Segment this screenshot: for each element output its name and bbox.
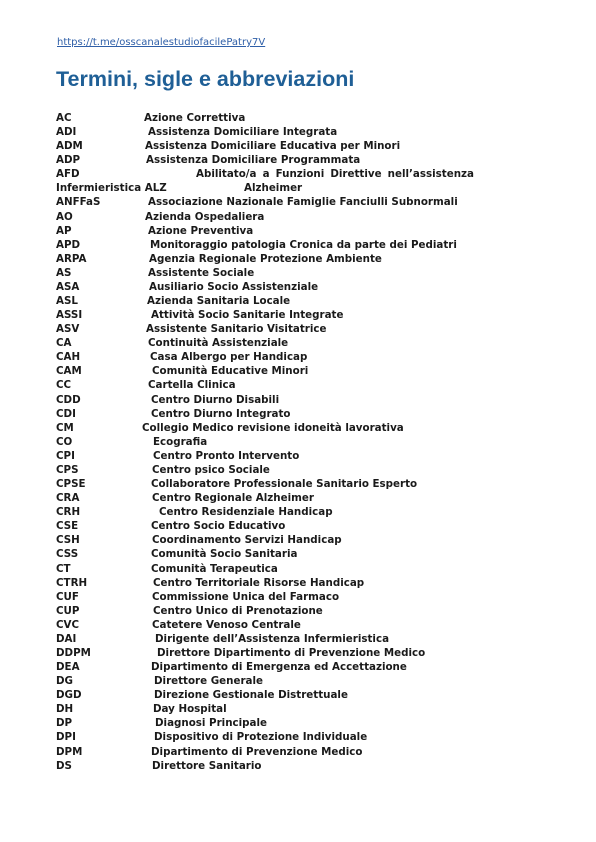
abbreviation-term: ADM (56, 140, 83, 153)
list-item (56, 505, 556, 519)
abbreviation-term: CAH (56, 351, 81, 364)
abbreviation-description: Centro Regionale Alzheimer (152, 492, 314, 505)
abbreviation-term: DEA (56, 661, 80, 674)
abbreviation-description: Collegio Medico revisione idoneità lavorativa (142, 421, 404, 434)
abbreviation-description: Azienda Ospedaliera (145, 210, 265, 223)
list-item (56, 350, 556, 364)
abbreviation-term: ASL (56, 295, 78, 308)
abbreviation-description: Commissione Unica del Farmaco (152, 590, 340, 603)
abbreviation-description: Continuità Assistenziale (148, 337, 289, 350)
list-item (56, 674, 556, 688)
list-item (56, 562, 556, 576)
abbreviation-description: Attività Socio Sanitarie Integrate (151, 309, 344, 322)
abbreviation-description: Coordinamento Servizi Handicap (152, 534, 342, 547)
abbreviation-term: ADP (56, 154, 81, 167)
abbreviation-description: Centro Socio Educativo (151, 520, 286, 533)
abbreviation-description: Cartella Clinica (148, 379, 236, 392)
list-item (56, 378, 556, 392)
abbreviation-term: ANFFaS (56, 196, 101, 209)
abbreviation-description: Centro Territoriale Risorse Handicap (153, 576, 365, 589)
list-item (56, 125, 556, 139)
abbreviation-term: ASA (56, 280, 80, 293)
list-item (56, 660, 556, 674)
page-title: Termini, sigle e abbreviazioni (56, 67, 355, 91)
list-item (56, 745, 556, 759)
list-item (56, 646, 556, 660)
abbreviation-description: Dirigente dell’Assistenza Infermieristica (155, 632, 390, 645)
abbreviation-description: Comunità Educative Minori (152, 365, 309, 378)
list-item (56, 590, 556, 604)
abbreviation-term: DG (56, 675, 73, 688)
abbreviation-term: AC (56, 112, 72, 124)
abbreviation-term: DH (56, 703, 74, 716)
abbreviation-description: Dispositivo di Protezione Individuale (154, 731, 368, 744)
abbreviation-term: CPSE (56, 478, 86, 491)
telegram-channel-link[interactable]: https://t.me/osscanalestudiofacilePatry7V (57, 37, 266, 48)
list-item (56, 702, 556, 716)
abbreviation-term: AO (56, 210, 73, 223)
abbreviation-description: Assistenza Domiciliare Programmata (146, 154, 361, 167)
abbreviation-description: Direttore Sanitario (152, 759, 262, 772)
abbreviation-description: Centro Residenziale Handicap (159, 506, 333, 519)
list-item (56, 547, 556, 561)
abbreviation-description: Centro Pronto Intervento (153, 449, 300, 462)
list-item (56, 153, 556, 167)
abbreviation-description: Diagnosi Principale (155, 717, 267, 730)
abbreviation-term: AS (56, 266, 72, 279)
abbreviation-term: CDD (56, 393, 81, 406)
list-item (56, 266, 556, 280)
abbreviation-description: Centro Diurno Disabili (151, 393, 280, 406)
abbreviation-term: CPI (56, 449, 75, 462)
abbreviation-description: Associazione Nazionale Famiglie Fanciulli Subnormali (148, 196, 458, 209)
abbreviation-term: CT (56, 562, 71, 575)
abbreviation-description: Assistente Sociale (148, 266, 255, 279)
abbreviation-description: Comunità Socio Sanitaria (151, 548, 298, 561)
list-item (56, 252, 556, 266)
list-item (56, 519, 556, 533)
abbreviation-description: Monitoraggio patologia Cronica da parte dei Pediatri (150, 238, 457, 251)
list-item (56, 280, 556, 294)
abbreviation-description: Day Hospital (153, 703, 227, 716)
abbreviation-term: DPI (56, 731, 76, 744)
list-item (56, 449, 556, 463)
abbreviation-description: Abilitato/a a Funzioni Direttive nell’assistenza (196, 168, 474, 181)
list-item (56, 364, 556, 378)
abbreviation-description: Azione Preventiva (148, 224, 254, 237)
list-item (56, 435, 556, 449)
list-item (56, 421, 556, 435)
list-item (56, 308, 556, 322)
list-item (56, 716, 556, 730)
abbreviation-term: ASV (56, 323, 80, 336)
abbreviation-term: AP (56, 224, 72, 237)
list-item (56, 210, 556, 224)
abbreviation-description: Centro Diurno Integrato (151, 407, 291, 420)
abbreviation-term: CUP (56, 604, 80, 617)
list-item (56, 632, 556, 646)
abbreviation-term: CO (56, 435, 73, 448)
abbreviation-term: CSH (56, 534, 80, 547)
abbreviation-description: Azienda Sanitaria Locale (147, 295, 291, 308)
abbreviation-term: CSS (56, 548, 79, 561)
abbreviation-description: Comunità Terapeutica (151, 562, 278, 575)
abbreviation-description: Dipartimento di Emergenza ed Accettazione (151, 661, 407, 674)
abbreviation-description: Direttore Generale (154, 675, 263, 688)
list-item (56, 477, 556, 491)
list-item (56, 604, 556, 618)
abbreviation-description: Assistente Sanitario Visitatrice (146, 323, 327, 336)
abbreviation-term: CC (56, 379, 72, 392)
abbreviation-description: Direttore Dipartimento di Prevenzione Medico (157, 646, 426, 659)
abbreviation-term: CRH (56, 506, 81, 519)
abbreviation-term: ADI (56, 126, 77, 139)
list-item (56, 167, 556, 181)
list-item (56, 576, 556, 590)
abbreviation-term: CSE (56, 520, 79, 533)
abbreviation-term: ASSI (56, 309, 83, 322)
abbreviation-term: DGD (56, 689, 82, 702)
list-item (56, 407, 556, 421)
list-item (56, 393, 556, 407)
abbreviation-description: Casa Albergo per Handicap (150, 351, 308, 364)
abbreviation-description: Azione Correttiva (144, 112, 246, 124)
list-item (56, 759, 556, 773)
list-item (56, 491, 556, 505)
list-item (56, 336, 556, 350)
list-item (56, 294, 556, 308)
abbreviation-term: CVC (56, 618, 80, 631)
list-item (56, 224, 556, 238)
abbreviation-term: Infermieristica ALZ (56, 182, 167, 195)
list-item (56, 463, 556, 477)
abbreviation-term: CM (56, 421, 74, 434)
list-item (56, 181, 556, 195)
abbreviation-description: Ausiliario Socio Assistenziale (149, 280, 319, 293)
list-item (56, 533, 556, 547)
abbreviation-term: CPS (56, 463, 79, 476)
abbreviation-term: CRA (56, 492, 80, 505)
abbreviation-list (56, 111, 556, 773)
list-item (56, 688, 556, 702)
list-item (56, 111, 556, 125)
abbreviation-term: ARPA (56, 252, 87, 265)
abbreviation-description: Assistenza Domiciliare Integrata (148, 126, 338, 139)
abbreviation-description: Centro Unico di Prenotazione (153, 604, 323, 617)
list-item (56, 322, 556, 336)
abbreviation-description: Collaboratore Professionale Sanitario Esperto (151, 478, 418, 491)
abbreviation-description: Agenzia Regionale Protezione Ambiente (149, 252, 382, 265)
abbreviation-description: Assistenza Domiciliare Educativa per Minori (145, 140, 401, 153)
abbreviation-description: Dipartimento di Prevenzione Medico (151, 745, 363, 758)
list-item (56, 618, 556, 632)
abbreviation-term: APD (56, 238, 81, 251)
abbreviation-term: CUF (56, 590, 79, 603)
abbreviation-term: DP (56, 717, 73, 730)
abbreviation-term: CDI (56, 407, 76, 420)
abbreviation-term: DPM (56, 745, 83, 758)
abbreviation-description: Alzheimer (244, 182, 303, 195)
abbreviation-description: Ecografia (153, 435, 208, 448)
abbreviation-term: AFD (56, 168, 80, 181)
abbreviation-description: Direzione Gestionale Distrettuale (154, 689, 348, 702)
list-item (56, 238, 556, 252)
abbreviation-term: DAI (56, 632, 77, 645)
abbreviation-term: DS (56, 759, 72, 772)
abbreviation-term: DDPM (56, 646, 91, 659)
abbreviation-term: CA (56, 337, 72, 350)
list-item (56, 139, 556, 153)
abbreviation-description: Centro psico Sociale (152, 463, 270, 476)
list-item (56, 195, 556, 209)
abbreviation-term: CTRH (56, 576, 88, 589)
abbreviation-description: Catetere Venoso Centrale (152, 618, 301, 631)
abbreviation-term: CAM (56, 365, 82, 378)
list-item (56, 730, 556, 744)
